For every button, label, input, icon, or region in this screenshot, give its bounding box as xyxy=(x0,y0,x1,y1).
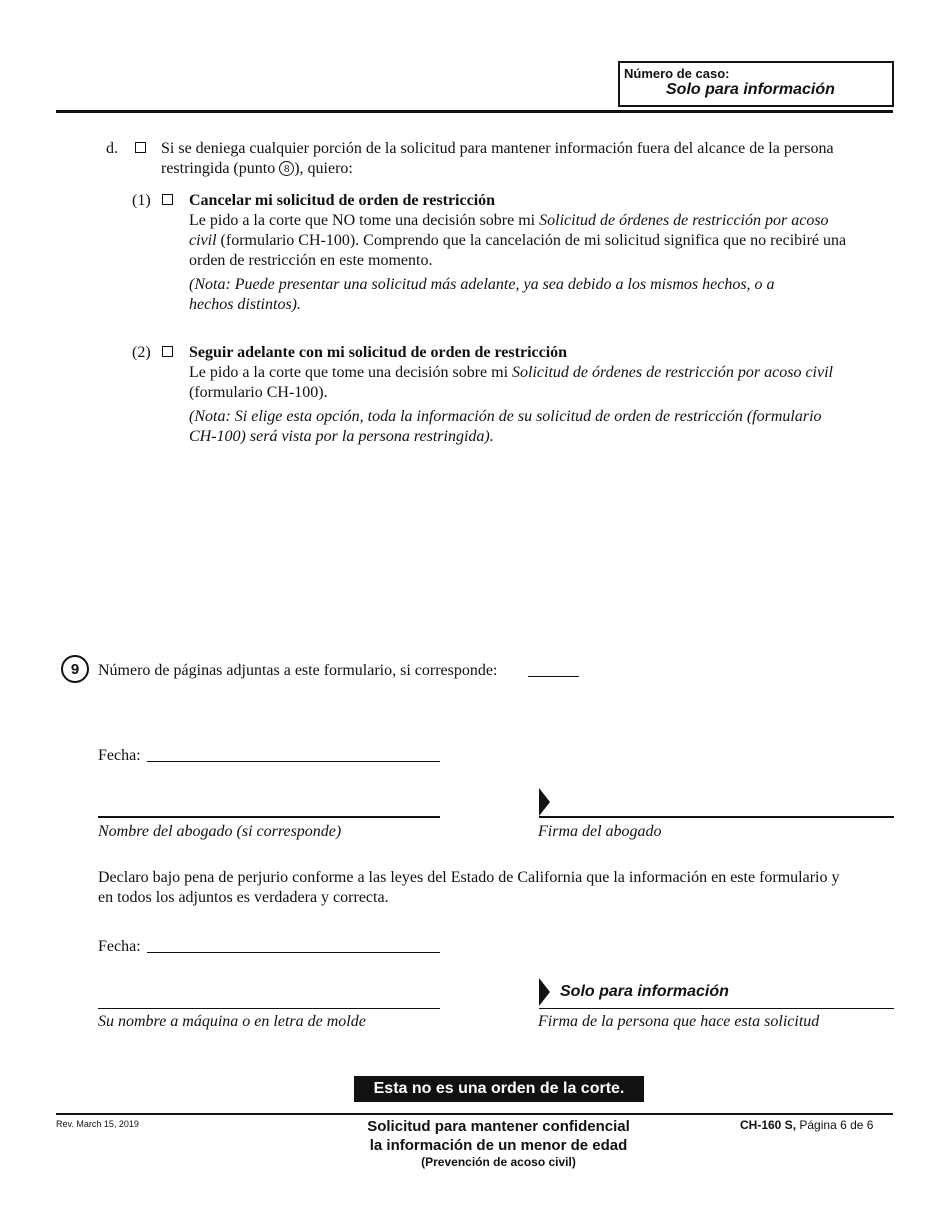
attorney-date-label: Fecha: xyxy=(98,747,141,764)
attorney-signature-field[interactable] xyxy=(539,816,894,818)
case-number-value: Solo para información xyxy=(666,81,835,98)
not-court-order-notice: Esta no es una orden de la corte. xyxy=(354,1076,644,1102)
circled-ref-8: 8 xyxy=(279,161,294,176)
form-title-line1: Solicitud para mantener confidencial xyxy=(367,1118,630,1135)
petitioner-date-field[interactable] xyxy=(147,952,440,953)
case-number-label: Número de caso: xyxy=(624,66,730,81)
item-d-letter: d. xyxy=(106,140,118,157)
form-subtitle: (Prevención de acoso civil) xyxy=(421,1155,576,1169)
option-2-checkbox[interactable] xyxy=(162,346,173,357)
option-1-note-line1: (Nota: Puede presentar una solicitud más adelante, ya sea debido a los mismos hechos, o a xyxy=(189,276,775,293)
petitioner-name-caption: Su nombre a máquina o en letra de molde xyxy=(98,1013,366,1030)
item-d-text-line1: Si se deniega cualquier porción de la solicitud para mantener información fuera del alcance de la persona xyxy=(161,140,834,157)
attorney-signature-caption: Firma del abogado xyxy=(538,823,662,840)
declaration-line1: Declaro bajo pena de perjurio conforme a las leyes del Estado de California que la información en este formulario y xyxy=(98,869,840,886)
case-number-box xyxy=(618,61,894,107)
option-1-number: (1) xyxy=(132,192,151,209)
attorney-signature-arrow-icon xyxy=(539,788,550,816)
petitioner-signature-arrow-icon xyxy=(539,978,550,1006)
option-1-line3: orden de restricción en este momento. xyxy=(189,252,433,269)
form-id-page xyxy=(740,1118,873,1132)
option-1-checkbox[interactable] xyxy=(162,194,173,205)
petitioner-signature-caption: Firma de la persona que hace esta solicitud xyxy=(538,1013,820,1030)
petitioner-name-field[interactable] xyxy=(98,1008,440,1009)
attorney-name-field[interactable] xyxy=(98,816,440,818)
form-id: CH-160 S, xyxy=(740,1118,797,1132)
footer-rule xyxy=(56,1113,893,1115)
attorney-name-caption: Nombre del abogado (si corresponde) xyxy=(98,823,342,840)
item-d-checkbox[interactable] xyxy=(135,142,146,153)
item-9-text: Número de páginas adjuntas a este formulario, si corresponde: xyxy=(98,662,498,679)
option-1-title: Cancelar mi solicitud de orden de restricción xyxy=(189,192,496,209)
item-9-pages-field[interactable] xyxy=(528,676,579,677)
option-1-line1: Le pido a la corte que NO tome una decisión sobre mi Solicitud de órdenes de restricción por acoso xyxy=(189,212,829,229)
option-2-note-line1: (Nota: Si elige esta opción, toda la información de su solicitud de orden de restricción (formulario xyxy=(189,408,822,425)
form-title xyxy=(300,1117,697,1170)
item-d-text-line2: restringida (punto 8 ), quiero: xyxy=(161,160,353,177)
option-1-note-line2: hechos distintos). xyxy=(189,296,301,313)
revision-date: Rev. March 15, 2019 xyxy=(56,1119,139,1129)
header-rule xyxy=(56,110,893,113)
attorney-date-field[interactable] xyxy=(147,761,440,762)
petitioner-date-label: Fecha: xyxy=(98,938,141,955)
petitioner-signature-value: Solo para información xyxy=(560,983,729,1000)
declaration-line2: en todos los adjuntos es verdadera y correcta. xyxy=(98,889,389,906)
option-1-line2: civil (formulario CH-100). Comprendo que la cancelación de mi solicitud significa que no recibiré una xyxy=(189,232,847,249)
option-2-note-line2: CH-100) será vista por la persona restringida). xyxy=(189,428,494,445)
petitioner-signature-field[interactable] xyxy=(539,1008,894,1009)
form-title-line2: la información de un menor de edad xyxy=(369,1137,628,1154)
page-number: Página 6 de 6 xyxy=(799,1118,874,1132)
item-9-number: 9 xyxy=(61,655,89,683)
option-2-title: Seguir adelante con mi solicitud de orden de restricción xyxy=(189,344,568,361)
option-2-number: (2) xyxy=(132,344,151,361)
option-2-line1: Le pido a la corte que tome una decisión sobre mi Solicitud de órdenes de restricción por acoso civil xyxy=(189,364,833,381)
option-2-line2: (formulario CH-100). xyxy=(189,384,328,401)
